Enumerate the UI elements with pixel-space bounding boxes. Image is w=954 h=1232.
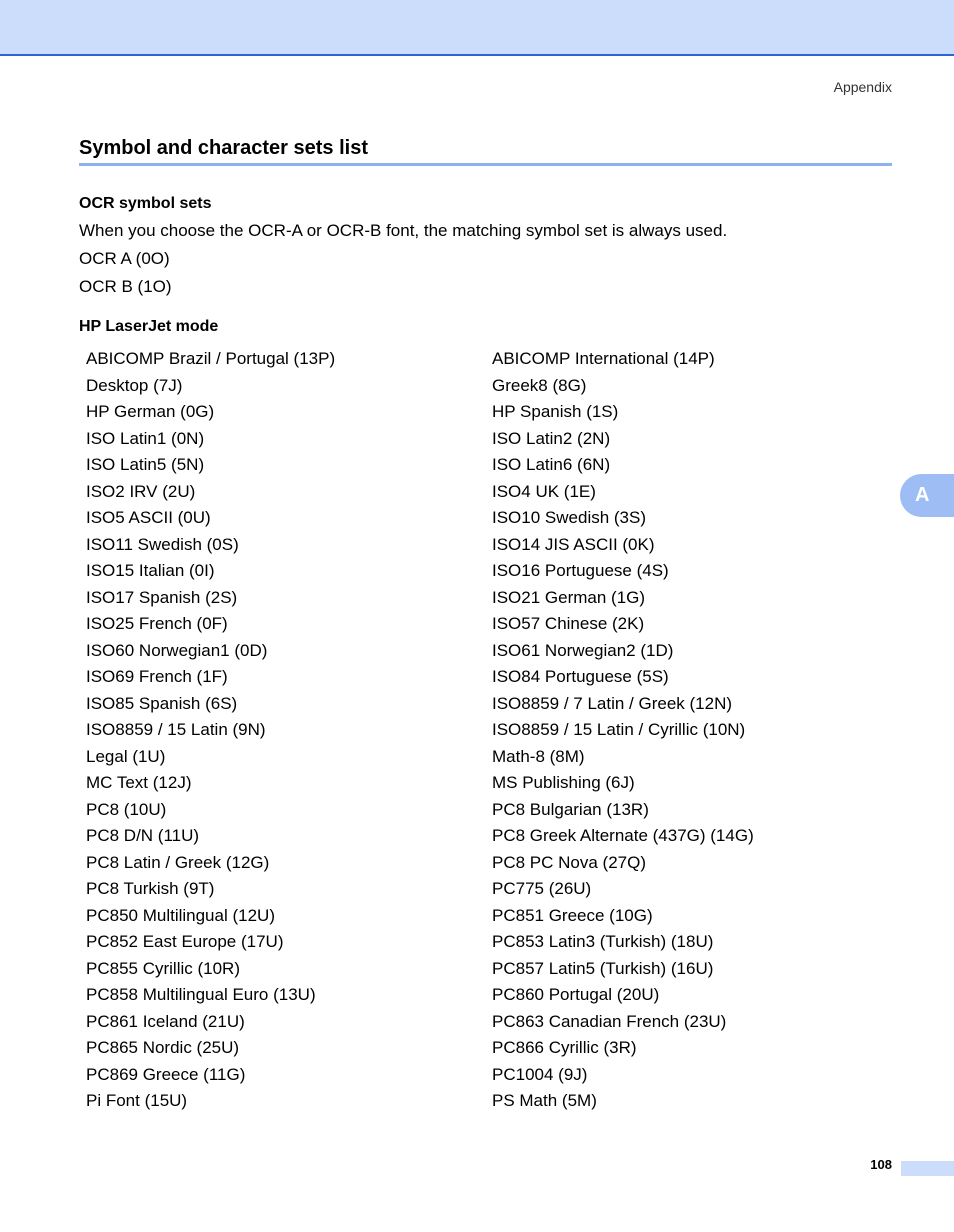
- symbol-set-left: PC852 East Europe (17U): [86, 932, 284, 952]
- symbol-set-right: PC853 Latin3 (Turkish) (18U): [492, 932, 714, 952]
- table-row: [86, 823, 886, 850]
- symbol-set-left: ABICOMP Brazil / Portugal (13P): [86, 349, 336, 369]
- symbol-set-left: PC8 Latin / Greek (12G): [86, 852, 270, 872]
- symbol-set-right: Math-8 (8M): [492, 746, 585, 766]
- table-row: [86, 850, 886, 877]
- symbol-set-left: Pi Font (15U): [86, 1091, 188, 1111]
- table-row: [86, 717, 886, 744]
- table-row: [86, 1062, 886, 1089]
- symbol-set-right: ISO57 Chinese (2K): [492, 614, 645, 634]
- side-tab-letter: A: [915, 484, 930, 506]
- symbol-set-right: PC851 Greece (10G): [492, 905, 653, 925]
- symbol-set-left: PC8 (10U): [86, 799, 167, 819]
- symbol-set-right: ISO10 Swedish (3S): [492, 508, 647, 528]
- table-row: [86, 558, 886, 585]
- table-row: [86, 346, 886, 373]
- symbol-set-right: PC8 PC Nova (27Q): [492, 852, 646, 872]
- symbol-set-right: PC8 Bulgarian (13R): [492, 799, 649, 819]
- symbol-set-left: ISO60 Norwegian1 (0D): [86, 640, 268, 660]
- symbol-set-right: PC863 Canadian French (23U): [492, 1011, 727, 1031]
- table-row: [86, 744, 886, 771]
- symbol-set-right: ISO21 German (1G): [492, 587, 646, 607]
- header-band: [0, 0, 954, 56]
- symbol-set-left: ISO Latin5 (5N): [86, 455, 205, 475]
- symbol-set-left: ISO69 French (1F): [86, 667, 228, 687]
- table-row: [86, 479, 886, 506]
- symbol-set-left: ISO8859 / 15 Latin (9N): [86, 720, 266, 740]
- table-row: [86, 929, 886, 956]
- symbol-set-left: PC850 Multilingual (12U): [86, 905, 275, 925]
- symbol-set-left: ISO17 Spanish (2S): [86, 587, 238, 607]
- table-row: [86, 956, 886, 983]
- symbol-set-left: Desktop (7J): [86, 375, 183, 395]
- table-row: [86, 1035, 886, 1062]
- symbol-set-right: ISO84 Portuguese (5S): [492, 667, 669, 687]
- symbol-set-right: MS Publishing (6J): [492, 773, 635, 793]
- symbol-set-right: ISO16 Portuguese (4S): [492, 561, 669, 581]
- symbol-set-left: ISO15 Italian (0I): [86, 561, 215, 581]
- symbol-set-left: PC865 Nordic (25U): [86, 1038, 240, 1058]
- table-row: [86, 373, 886, 400]
- symbol-set-left: ISO11 Swedish (0S): [86, 534, 239, 554]
- symbol-set-left: PC869 Greece (11G): [86, 1064, 246, 1084]
- symbol-set-left: MC Text (12J): [86, 773, 192, 793]
- symbol-set-left: PC8 Turkish (9T): [86, 879, 215, 899]
- symbol-set-right: PS Math (5M): [492, 1091, 597, 1111]
- table-row: [86, 399, 886, 426]
- symbol-set-left: ISO Latin1 (0N): [86, 428, 205, 448]
- section-title: Symbol and character sets list: [79, 137, 369, 159]
- symbol-sets-table: [86, 346, 886, 1115]
- table-row: [86, 426, 886, 453]
- symbol-set-right: PC8 Greek Alternate (437G) (14G): [492, 826, 754, 846]
- table-row: [86, 691, 886, 718]
- symbol-set-left: PC855 Cyrillic (10R): [86, 958, 240, 978]
- symbol-set-right: ISO8859 / 7 Latin / Greek (12N): [492, 693, 733, 713]
- symbol-set-left: ISO5 ASCII (0U): [86, 508, 211, 528]
- symbol-set-right: PC860 Portugal (20U): [492, 985, 660, 1005]
- table-row: [86, 611, 886, 638]
- ocr-heading: OCR symbol sets: [79, 195, 212, 212]
- table-row: [86, 982, 886, 1009]
- symbol-set-right: ISO14 JIS ASCII (0K): [492, 534, 655, 554]
- table-row: [86, 1088, 886, 1115]
- hp-heading: HP LaserJet mode: [79, 318, 219, 335]
- appendix-side-tab: [900, 474, 954, 517]
- table-row: [86, 876, 886, 903]
- symbol-set-right: ABICOMP International (14P): [492, 349, 715, 369]
- symbol-set-left: ISO25 French (0F): [86, 614, 228, 634]
- symbol-set-left: PC858 Multilingual Euro (13U): [86, 985, 316, 1005]
- symbol-set-right: ISO Latin2 (2N): [492, 428, 611, 448]
- table-row: [86, 638, 886, 665]
- chapter-label: Appendix: [833, 79, 892, 95]
- ocr-description: When you choose the OCR-A or OCR-B font, the matching symbol set is always used.: [79, 221, 728, 240]
- symbol-set-right: PC857 Latin5 (Turkish) (16U): [492, 958, 714, 978]
- symbol-set-left: PC8 D/N (11U): [86, 826, 200, 846]
- table-row: [86, 1009, 886, 1036]
- title-underline: [79, 163, 892, 166]
- ocr-item-a: OCR A (0O): [79, 249, 170, 268]
- symbol-set-right: ISO Latin6 (6N): [492, 455, 611, 475]
- symbol-set-right: ISO4 UK (1E): [492, 481, 596, 501]
- table-row: [86, 797, 886, 824]
- symbol-set-right: PC1004 (9J): [492, 1064, 588, 1084]
- page-number-bar: [901, 1161, 954, 1176]
- symbol-set-left: PC861 Iceland (21U): [86, 1011, 245, 1031]
- symbol-set-right: PC775 (26U): [492, 879, 592, 899]
- ocr-item-b: OCR B (1O): [79, 277, 172, 296]
- symbol-set-left: ISO85 Spanish (6S): [86, 693, 238, 713]
- symbol-set-left: Legal (1U): [86, 746, 166, 766]
- symbol-set-left: ISO2 IRV (2U): [86, 481, 196, 501]
- symbol-set-right: Greek8 (8G): [492, 375, 587, 395]
- table-row: [86, 664, 886, 691]
- symbol-set-right: PC866 Cyrillic (3R): [492, 1038, 637, 1058]
- table-row: [86, 903, 886, 930]
- page-number: 108: [870, 1157, 892, 1172]
- symbol-set-left: HP German (0G): [86, 402, 215, 422]
- table-row: [86, 532, 886, 559]
- symbol-set-right: ISO8859 / 15 Latin / Cyrillic (10N): [492, 720, 746, 740]
- table-row: [86, 452, 886, 479]
- table-row: [86, 505, 886, 532]
- table-row: [86, 585, 886, 612]
- symbol-set-right: HP Spanish (1S): [492, 402, 619, 422]
- symbol-set-right: ISO61 Norwegian2 (1D): [492, 640, 674, 660]
- table-row: [86, 770, 886, 797]
